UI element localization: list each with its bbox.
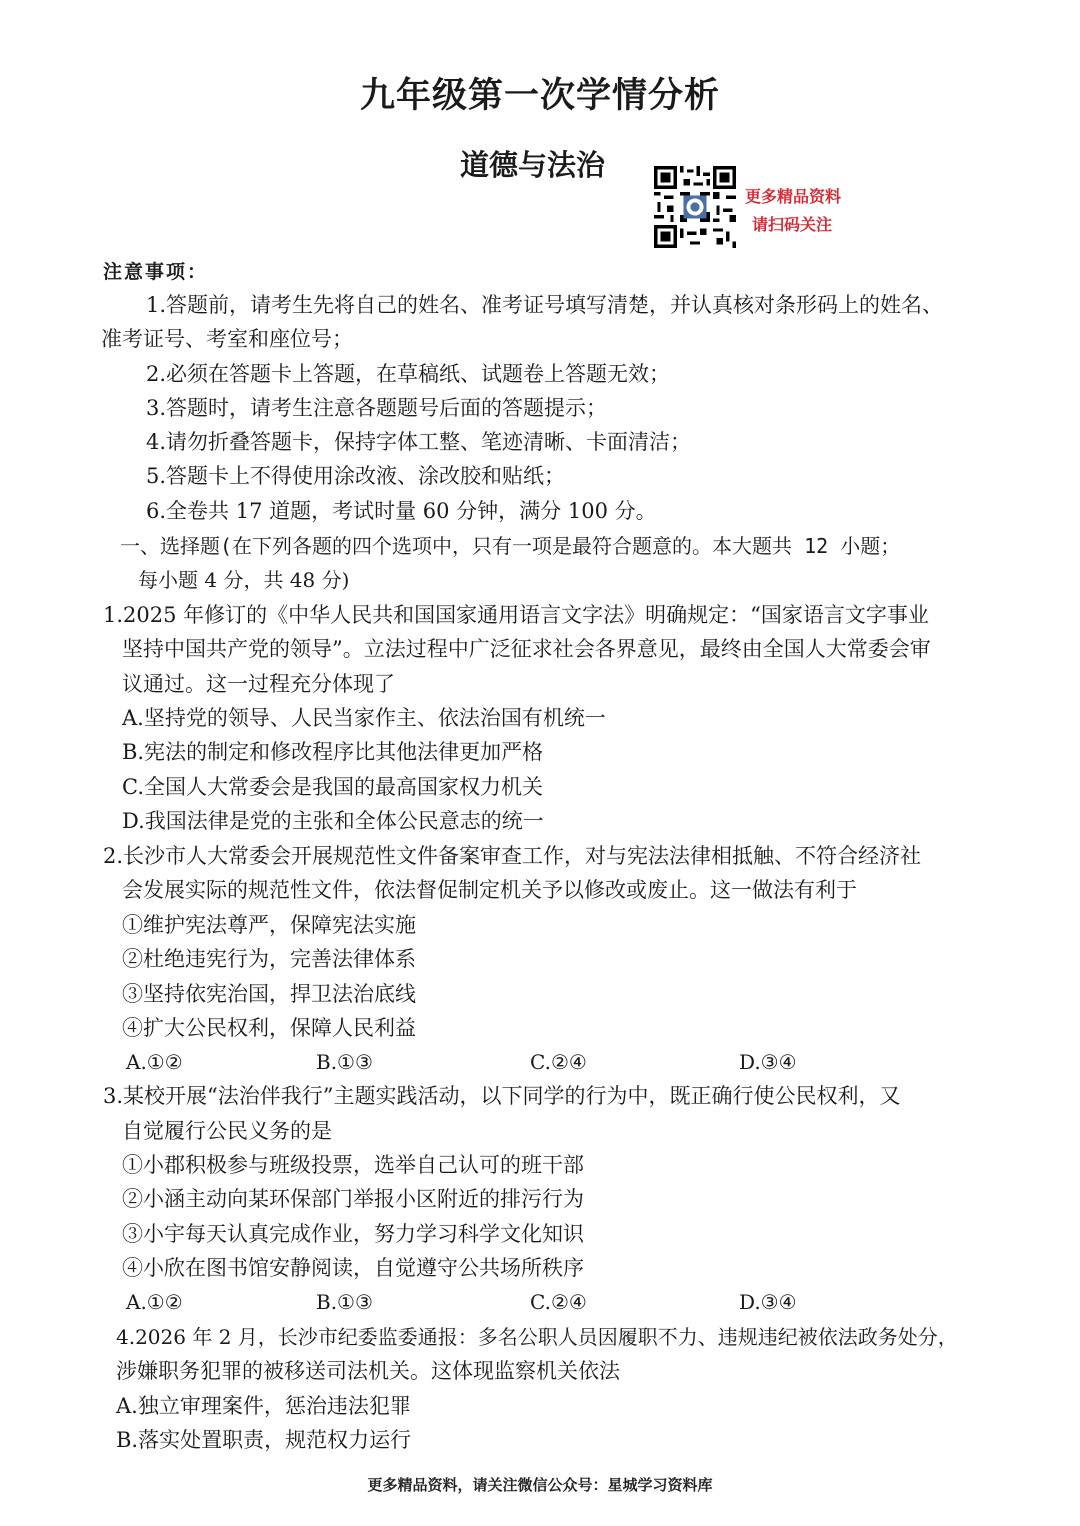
exam-title: 九年级第一次学情分析 — [359, 76, 720, 116]
notice-heading: 注意事项： — [103, 261, 209, 283]
q1-option: B.宪法的制定和修改程序比其他法律更加严格 — [122, 740, 544, 764]
q2-stem-line: 会发展实际的规范性文件，依法督促制定机关予以修改或废止。这一做法有利于 — [122, 878, 857, 902]
q1-option: C.全国人大常委会是我国的最高国家权力机关 — [122, 775, 543, 799]
q2-item: ④扩大公民权利，保障人民利益 — [122, 1016, 416, 1040]
notice-line: 4.请勿折叠答题卡，保持字体工整、笔迹清晰、卡面清洁； — [146, 430, 692, 454]
q2-choice-a: A.①② — [126, 1050, 183, 1074]
q3-item: ④小欣在图书馆安静阅读，自觉遵守公共场所秩序 — [122, 1256, 584, 1280]
q1-option: D.我国法律是党的主张和全体公民意志的统一 — [122, 809, 544, 833]
q3-item: ②小涵主动向某环保部门举报小区附近的排污行为 — [122, 1187, 584, 1211]
q3-choice-d: D.③④ — [739, 1290, 797, 1314]
notice-line: 6.全卷共 17 道题，考试时量 60 分钟，满分 100 分。 — [146, 499, 657, 523]
q3-choice-c: C.②④ — [530, 1290, 587, 1314]
q3-stem-line: 3.某校开展“法治伴我行”主题实践活动，以下同学的行为中，既正确行使公民权利，又 — [103, 1084, 901, 1108]
q1-stem-line: 议通过。这一过程充分体现了 — [122, 672, 395, 696]
q1-stem-line: 坚持中国共产党的领导”。立法过程中广泛征求社会各界意见，最终由全国人大常委会审 — [122, 637, 931, 661]
q2-stem-line: 2.长沙市人大常委会开展规范性文件备案审查工作，对与宪法法律相抵触、不符合经济社 — [103, 844, 922, 868]
q3-item: ①小郡积极参与班级投票，选举自己认可的班干部 — [122, 1153, 584, 1177]
q3-stem-line: 自觉履行公民义务的是 — [122, 1119, 332, 1143]
notice-line: 2.必须在答题卡上答题，在草稿纸、试题卷上答题无效； — [146, 362, 671, 386]
q4-stem-line: 4.2026 年 2 月，长沙市纪委监委通报：多名公职人员因履职不力、违规违纪被依法政务处分， — [116, 1325, 958, 1349]
qr-code-image — [654, 166, 736, 248]
notice-line: 准考证号、考室和座位号； — [101, 327, 353, 351]
q3-item: ③小宇每天认真完成作业，努力学习科学文化知识 — [122, 1222, 584, 1246]
promo-text-line1: 更多精品资料 — [745, 187, 842, 206]
q1-option: A.坚持党的领导、人民当家作主、依法治国有机统一 — [122, 706, 606, 730]
q2-item: ③坚持依宪治国，捍卫法治底线 — [122, 982, 416, 1006]
page-footer: 更多精品资料，请关注微信公众号：星城学习资料库 — [367, 1476, 713, 1494]
q3-choice-a: A.①② — [126, 1290, 183, 1314]
q3-choice-b: B.①③ — [316, 1290, 373, 1314]
q4-option: A.独立审理案件，惩治违法犯罪 — [116, 1394, 411, 1418]
q2-item: ①维护宪法尊严，保障宪法实施 — [122, 913, 416, 937]
q2-choice-b: B.①③ — [316, 1050, 373, 1074]
q4-option: B.落实处置职责，规范权力运行 — [116, 1428, 412, 1452]
subject-title: 道德与法治 — [460, 148, 606, 182]
q1-stem-line: 1.2025 年修订的《中华人民共和国国家通用语言文字法》明确规定：“国家语言文字事业 — [103, 603, 929, 627]
section-heading-cont: 每小题 4 分，共 48 分) — [138, 568, 350, 592]
notice-line: 1.答题前，请考生先将自己的姓名、准考证号填写清楚，并认真核对条形码上的姓名、 — [146, 293, 944, 317]
q4-stem-line: 涉嫌职务犯罪的被移送司法机关。这体现监察机关依法 — [116, 1359, 620, 1383]
notice-line: 5.答题卡上不得使用涂改液、涂改胶和贴纸； — [146, 464, 566, 488]
q2-choice-d: D.③④ — [739, 1050, 797, 1074]
q2-choice-c: C.②④ — [530, 1050, 587, 1074]
section-heading: 一、选择题(在下列各题的四个选项中，只有一项是最符合题意的。本大题共 12 小题； — [120, 534, 901, 558]
q2-item: ②杜绝违宪行为，完善法律体系 — [122, 947, 416, 971]
promo-text-line2: 请扫码关注 — [752, 215, 833, 234]
notice-line: 3.答题时，请考生注意各题题号后面的答题提示； — [146, 396, 608, 420]
